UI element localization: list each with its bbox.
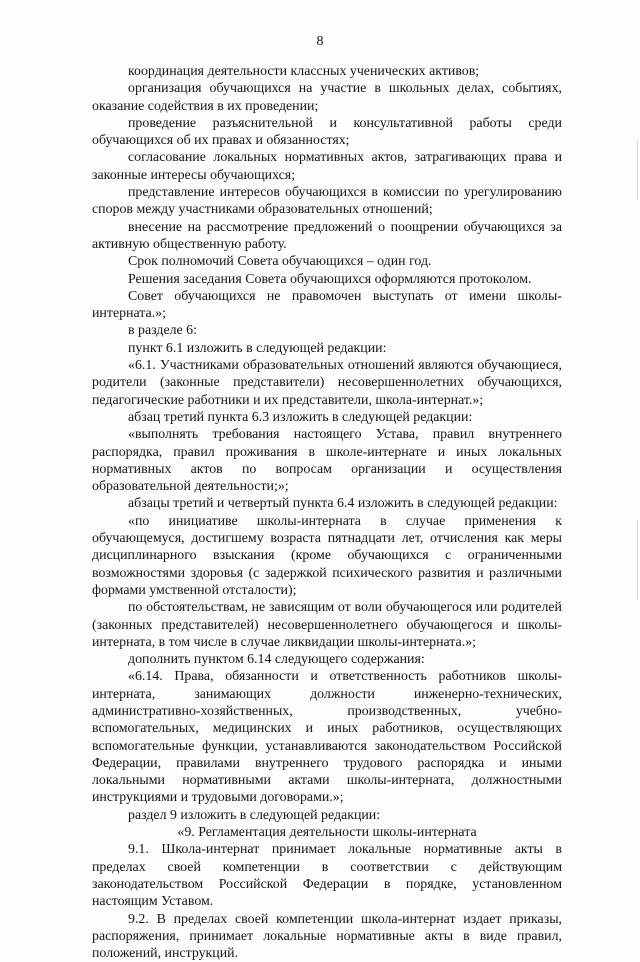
paragraph: 9.1. Школа-интернат принимает локальные нормативные акты в пределах своей компетенции в соответствии с действующим законодательством Российской Федерации в порядке, установленном настоящим Уставом. — [92, 842, 562, 910]
document-body — [92, 63, 562, 962]
paragraph: проведение разъяснительной и консультативной работы среди обучающихся об их правах и обязанностях; — [92, 115, 562, 149]
paragraph: в разделе 6: — [128, 323, 197, 339]
paragraph: раздел 9 изложить в следующей редакции: — [128, 807, 381, 823]
paragraph: пункт 6.1 изложить в следующей редакции: — [128, 340, 387, 356]
paragraph: «6.1. Участниками образовательных отношений являются обучающиеся, родители (законные представители) несовершеннолетних обучающихся, педагогические работники и их представители, школа-интернат.»; — [92, 358, 562, 408]
paragraph: Срок полномочий Совета обучающихся – один год. — [128, 254, 432, 270]
paragraph: «6.14. Права, обязанности и ответственность работников школы-интерната, занимающих должности инженерно-технических, административно-хозяйственных, производственных, учебно-вспомогательных, медицинских и иных работников, осуществляющих вспомогательные функции, устанавливаются законодательством Российской Федерации, правилами внутреннего трудового распорядка и иными локальными нормативными актами школы-интерната, должностными инструкциями и трудовыми договорами.»; — [92, 669, 562, 806]
section-heading: «9. Регламентация деятельности школы-интерната — [177, 825, 477, 841]
paragraph: организация обучающихся на участие в школьных делах, событиях, оказание содействия в их проведении; — [92, 81, 562, 114]
scan-edge-mark — [637, 140, 638, 200]
paragraph: дополнить пунктом 6.14 следующего содержания: — [128, 652, 425, 668]
paragraph: 9.2. В пределах своей компетенции школа-интернат издает приказы, распоряжения, принимает локальные нормативные акты в виде правил, положений, инструкций. — [92, 911, 562, 962]
paragraph: абзац третий пункта 6.3 изложить в следующей редакции: — [128, 409, 473, 425]
paragraph: координация деятельности классных ученических активов; — [128, 64, 480, 79]
scan-edge-mark — [637, 520, 638, 600]
paragraph: Совет обучающихся не правомочен выступать от имени школы-интерната.»; — [92, 288, 562, 322]
paragraph: «выполнять требования настоящего Устава, правил внутреннего распорядка, правил проживания в школе-интернате и иных локальных нормативных актов по вопросам организации и осуществления образовательной деятельности;»; — [92, 427, 562, 495]
paragraph: абзацы третий и четвертый пункта 6.4 изложить в следующей редакции: — [128, 496, 558, 512]
page-number: 8 — [316, 34, 324, 49]
paragraph: по обстоятельствам, не зависящим от воли обучающегося или родителей (законных представителей) несовершеннолетнего обучающегося и школы-интерната, в том числе в случае ликвидации школы-интерната.»; — [92, 600, 562, 650]
paragraph: «по инициативе школы-интерната в случае применения к обучающемуся, достигшему возраста пятнадцати лет, отчисления как меры дисциплинарного взыскания (кроме обучающихся с ограниченными возможностями здоровья (с задержкой психического развития и различными формами умственной отсталости); — [92, 513, 562, 598]
paragraph: внесение на рассмотрение предложений о поощрении обучающихся за активную общественную работу. — [92, 219, 562, 252]
paragraph: согласование локальных нормативных актов, затрагивающих права и законные интересы обучающихся; — [92, 150, 562, 183]
paragraph: Решения заседания Совета обучающихся оформляются протоколом. — [128, 271, 532, 287]
paragraph: представление интересов обучающихся в комиссии по урегулированию споров между участниками образовательных отношений; — [92, 185, 562, 218]
